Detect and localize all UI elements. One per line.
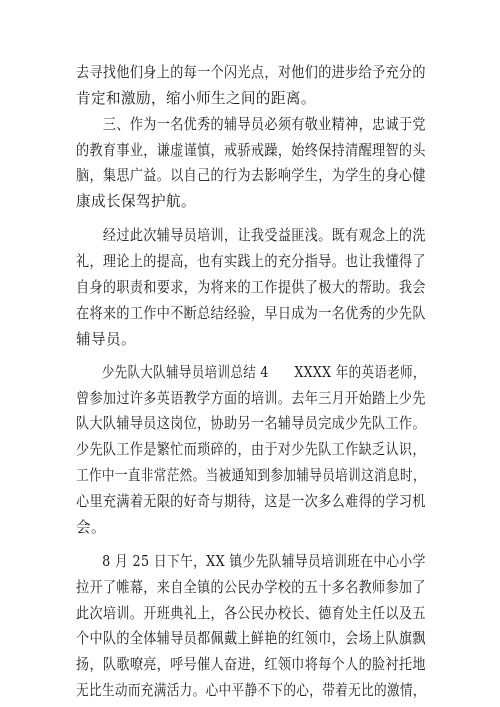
- text-line: 去寻找他们身上的每一个闪光点，对他们的进步给予充分的: [76, 64, 426, 81]
- text-line: 会。: [76, 519, 106, 536]
- text-line: 的教育事业，谦虚谨慎，戒骄戒躁，始终保持清醒理智的头: [76, 142, 426, 159]
- text-line: 少先队工作是繁忙而琐碎的，由于对少先队工作缺乏认识，: [76, 441, 426, 458]
- text-line: 8 月 25 日下午，XX 镇少先队辅导员培训班在中心小学: [76, 553, 426, 570]
- text-line: 礼，理论上的提高，也有实践上的充分指导。也让我懂得了: [76, 253, 426, 270]
- text-line: 心里充满着无限的好奇与期待，这是一次多么难得的学习机: [76, 493, 426, 510]
- text-line: 肯定和激励，缩小师生之间的距离。: [76, 90, 316, 107]
- text-line: 自身的职责和要求，为将来的工作提供了极大的帮助。我会: [76, 279, 426, 296]
- text-line: 辅导员。: [76, 331, 136, 348]
- text-line: 曾参加过许多英语教学方面的培训。去年三月开始踏上少先: [76, 390, 426, 407]
- text-line: 康成长保驾护航。: [76, 193, 196, 210]
- text-line: 队大队辅导员这岗位，协助另一名辅导员完成少先队工作。: [76, 415, 426, 432]
- text-line: 扬，队歌嘹亮，呼号催人奋进，红领巾将每个人的脸衬托地: [76, 656, 426, 673]
- text-line: 个中队的全体辅导员都佩戴上鲜艳的红领巾，会场上队旗飘: [76, 630, 426, 647]
- text-line: 经过此次辅导员培训，让我受益匪浅。既有观念上的洗: [76, 227, 426, 244]
- text-line: 工作中一直非常茫然。当被通知到参加辅导员培训这消息时，: [76, 467, 426, 484]
- text-line: 三、作为一名优秀的辅导员必须有敬业精神，忠诚于党: [76, 116, 426, 133]
- text-line: 少先队大队辅导员培训总结 4 XXXX 年的英语老师，: [76, 364, 426, 381]
- text-line: 在将来的工作中不断总结经验，早日成为一名优秀的少先队: [76, 305, 426, 322]
- text-line: 此次培训。开班典礼上，各公民办校长、德育处主任以及五: [76, 605, 426, 622]
- text-line: 拉开了帷幕，来自全镇的公民办学校的五十多名教师参加了: [76, 579, 426, 596]
- text-line: 脑，集思广益。以自己的行为去影响学生，为学生的身心健: [76, 167, 426, 184]
- text-line: 无比生动而充满活力。心中平静不下的心，带着无比的激情，: [76, 682, 426, 699]
